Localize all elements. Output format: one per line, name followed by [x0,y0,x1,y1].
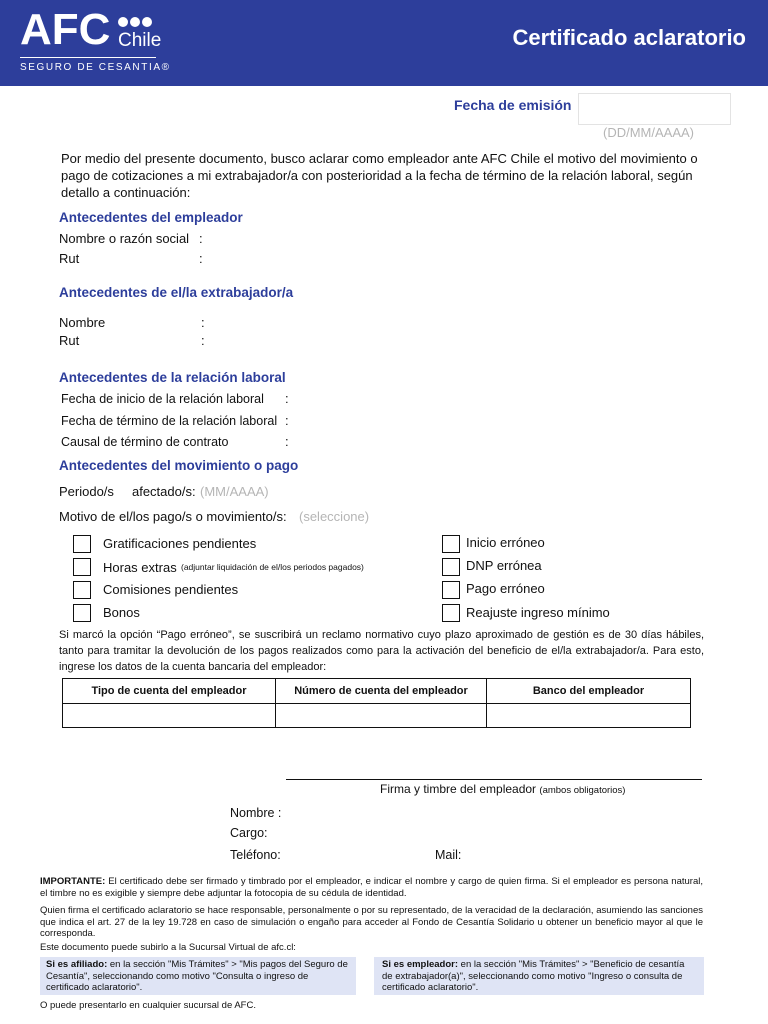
pago-erroneo-paragraph: Si marcó la opción “Pago erróneo”, se suscribirá un reclamo normativo cuyo plazo aproximado de gestión es de 30 días hábiles, tanto para tramitar la devolución de los pagos realizados como para la activación del beneficio de el/la extrabajador/a. Para esto, ingrese los datos de la cuenta bancaria del empleador: [59,629,704,673]
logo-divider [20,57,156,58]
afiliado-text: en la sección "Mis Trámites" > "Mis pagos del Seguro de Cesantía", seleccionando como motivo "Consulta o ingreso de certificado aclaratorio". [46,959,348,993]
numero-cuenta-cell[interactable] [276,704,487,728]
option-inicio-erroneo-label: Inicio erróneo [466,535,545,550]
option-horas-extras-label: Horas extras [103,560,177,575]
extrabajador-nombre-colon: : [201,315,205,330]
extrabajador-rut-field[interactable] [212,330,692,350]
motivo-label: Motivo de el/los pago/s o movimiento/s: [59,509,287,524]
relacion-termino-label: Fecha de término de la relación laboral [61,414,278,428]
firma-telefono-label: Teléfono: [230,848,281,862]
afc-logo-text: AFC [20,5,111,54]
bank-account-table [62,678,691,728]
responsabilidad-note: Quien firma el certificado aclaratorio se hace responsable, personalmente o por su representado, de la veracidad de la declaración, asumiendo las sanciones que indica el art. 27 de la ley 19.728 en caso de simulación o engaño para acceder al Fondo de Cesantía Solidario u obtener un beneficio mayor al que le corresponda. [40,905,703,939]
empleador-rut-field[interactable] [210,248,690,268]
afiliado-bold: Si es afiliado: [46,959,108,970]
periodo-input[interactable]: (MM/AAAA) [200,484,269,499]
empleador-nombre-colon: : [199,231,203,246]
checkbox-bonos[interactable] [73,604,91,622]
firma-cargo-label: Cargo: [230,826,268,840]
section-relacion-heading: Antecedentes de la relación laboral [59,370,286,385]
checkbox-horas-extras[interactable] [73,558,91,576]
section-movimiento-heading: Antecedentes del movimiento o pago [59,458,299,473]
empleador-rut-label: Rut [59,251,80,266]
signature-label-note: (ambos obligatorios) [539,785,626,796]
firma-mail-field[interactable] [468,846,692,864]
firma-nombre-label: Nombre : [230,806,282,820]
periodo-label: Periodo/s afectado/s: [59,484,196,499]
extrabajador-nombre-field[interactable] [212,312,692,332]
relacion-termino-colon: : [285,413,289,428]
table-header-row [63,679,691,704]
signature-label-text: Firma y timbre del empleador [380,782,537,796]
firma-cargo-field[interactable] [272,824,692,842]
option-bonos-label: Bonos [103,605,140,620]
table-header-numero: Número de cuenta del empleador [276,679,487,704]
relacion-causal-colon: : [285,434,289,449]
checkbox-gratificaciones[interactable] [73,535,91,553]
empleador-nombre-field[interactable] [210,228,690,248]
option-dnp-erronea-label: DNP errónea [466,558,542,573]
table-row [63,704,691,728]
page-title: Certificado aclaratorio [512,25,746,50]
importante-bold: IMPORTANTE: [40,876,106,887]
table-header-tipo: Tipo de cuenta del empleador [63,679,276,704]
checkbox-pago-erroneo[interactable] [442,581,460,599]
logo-tagline: SEGURO DE CESANTIA® [20,62,171,73]
extrabajador-rut-colon: : [201,333,205,348]
relacion-inicio-colon: : [285,391,289,406]
section-empleador-heading: Antecedentes del empleador [59,210,243,225]
signature-line[interactable] [286,779,702,780]
fecha-emision-hint: (DD/MM/AAAA) [603,125,694,140]
intro-paragraph: Por medio del presente documento, busco aclarar como empleador ante AFC Chile el motivo del movimiento o pago de cotizaciones a mi extrabajador/a con posterioridad a la fecha de término de la relación laboral, según detallo a continuación: [61,151,698,200]
tipo-cuenta-cell[interactable] [63,704,276,728]
relacion-causal-field[interactable] [296,431,692,451]
empleador-nombre-label: Nombre o razón social [59,231,190,246]
extrabajador-rut-label: Rut [59,333,80,348]
motivo-select[interactable]: (seleccione) [299,509,370,524]
section-extrabajador-heading: Antecedentes de el/la extrabajador/a [59,285,294,300]
afiliado-info-box [40,957,356,995]
extrabajador-nombre-label: Nombre [59,315,106,330]
checkbox-comisiones[interactable] [73,581,91,599]
empleador-bold: Si es empleador: [382,959,459,970]
subir-note: Este documento puede subirlo a la Sucursal Virtual de afc.cl: [40,942,296,953]
relacion-termino-field[interactable] [296,410,692,430]
relacion-causal-label: Causal de término de contrato [61,435,229,449]
option-reajuste-label: Reajuste ingreso mínimo [466,605,610,620]
fecha-emision-label: Fecha de emisión [454,97,572,113]
relacion-inicio-label: Fecha de inicio de la relación laboral [61,392,264,406]
firma-mail-label: Mail: [435,848,462,862]
table-header-banco: Banco del empleador [487,679,691,704]
option-comisiones-label: Comisiones pendientes [103,582,239,597]
sucursal-note: O puede presentarlo en cualquier sucursal de AFC. [40,1000,256,1011]
checkbox-dnp-erronea[interactable] [442,558,460,576]
relacion-inicio-field[interactable] [296,388,692,408]
fecha-emision-input[interactable] [578,93,731,125]
checkbox-reajuste[interactable] [442,604,460,622]
option-horas-extras-note: (adjuntar liquidación de el/los periodos pagados) [181,562,364,572]
checkbox-inicio-erroneo[interactable] [442,535,460,553]
empleador-rut-colon: : [199,251,203,266]
firma-nombre-field[interactable] [292,804,692,822]
empleador-text: en la sección "Mis Trámites" > "Beneficio de cesantía de extrabajador(a)", seleccionando como motivo "Ingreso o consulta de certificado aclaratorio". [382,959,685,993]
empleador-info-box [374,957,704,995]
signature-label [380,782,625,796]
importante-text: El certificado debe ser firmado y timbrado por el empleador, e indicar el nombre y cargo de quien firma. Si el empleador es persona natural, el timbre no es exigible y siempre debe adjuntar la fotocopia de su cédula de identidad. [40,876,703,899]
option-gratificaciones-label: Gratificaciones pendientes [103,536,257,551]
importante-note [40,876,703,899]
banco-cell[interactable] [487,704,691,728]
option-pago-erroneo-label: Pago erróneo [466,581,545,596]
logo-chile-text: Chile [118,30,162,51]
firma-telefono-field[interactable] [292,846,422,864]
